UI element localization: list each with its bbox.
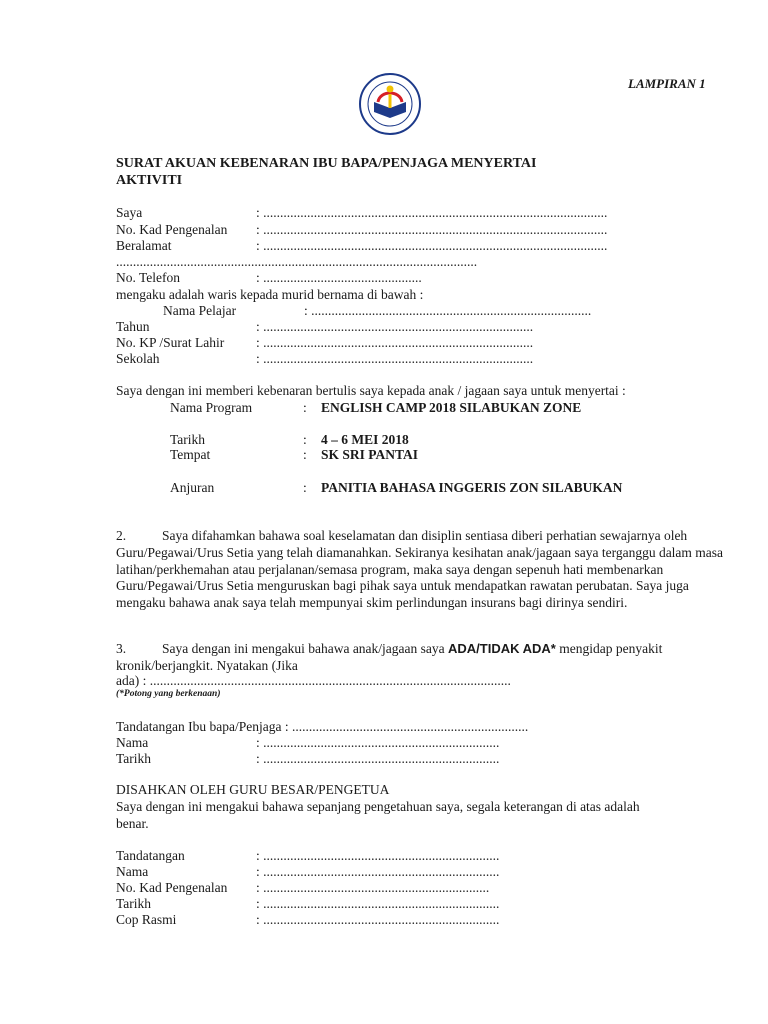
clause-2-text: Saya difahamkan bahawa soal keselamatan dan disiplin sentiasa diberi perhatian sewajarnya oleh Guru/Pegawai/Urus Setia yang telah diamanahkan. Sekiranya kesihatan anak/jagaan saya terganggu dalam masa latihan/perkhemahan atau perjalanan/semasa program, maka saya dengan sepenuh hati membenarkan Guru/Pegawai/Urus Setia menguruskan bagi pihak saya untuk mendapatkan rawatan perubatan. Saya juga mengaku bahawa anak saya telah mempunyai skim perlindungan insurans bagi dirinya sendiri.: [116, 528, 724, 611]
field-telefon: : ...............................................: [256, 270, 422, 285]
title-line-2: AKTIVITI: [116, 173, 183, 188]
value-tempat: SK SRI PANTAI: [321, 447, 419, 462]
label-tempat: Tempat: [170, 447, 211, 462]
label-approval-nama: Nama: [116, 864, 149, 879]
document-title: [116, 155, 536, 189]
ministry-logo: [358, 72, 422, 136]
clause-3-ada-line: ada) : ...........................................................................................................: [116, 673, 511, 688]
ada-tidak-ada-option: ADA/TIDAK ADA*: [448, 641, 556, 656]
value-tarikh-program: 4 – 6 MEI 2018: [321, 432, 409, 447]
field-approval-tandatangan: : ......................................................................: [256, 848, 500, 863]
label-anjuran: Anjuran: [170, 480, 215, 495]
label-telefon: No. Telefon: [116, 270, 181, 285]
parent-signature-line: Tandatangan Ibu bapa/Penjaga : ......................................................................: [116, 719, 529, 734]
field-saya: : ......................................................................................................: [256, 205, 608, 220]
label-tarikh-program: Tarikh: [170, 432, 206, 447]
permission-intro: Saya dengan ini memberi kebenaran bertulis saya kepada anak / jagaan saya untuk menyertai :: [116, 383, 626, 398]
strike-out-note: (*Potong yang berkenaan): [116, 689, 221, 699]
label-approval-ic: No. Kad Pengenalan: [116, 880, 228, 895]
label-approval-tarikh: Tarikh: [116, 896, 152, 911]
label-no-kp: No. KP /Surat Lahir: [116, 335, 225, 350]
clause-2: [116, 528, 736, 612]
value-program: ENGLISH CAMP 2018 SILABUKAN ZONE: [321, 400, 582, 415]
label-nama-pelajar: Nama Pelajar: [163, 303, 237, 318]
field-nama-pelajar: : ...................................................................................: [304, 303, 592, 318]
field-tahun: : ................................................................................: [256, 319, 534, 334]
clause-3: [116, 641, 736, 675]
colon-tempat: :: [303, 447, 307, 462]
attachment-label: LAMPIRAN 1: [628, 76, 706, 91]
field-approval-nama: : ......................................................................: [256, 864, 500, 879]
colon-tarikh-program: :: [303, 432, 307, 447]
field-parent-tarikh: : ......................................................................: [256, 751, 500, 766]
field-no-kp: : ................................................................................: [256, 335, 534, 350]
label-alamat: Beralamat: [116, 238, 172, 253]
field-ic: : ......................................................................................................: [256, 222, 608, 237]
label-program: Nama Program: [170, 400, 253, 415]
label-ic: No. Kad Pengenalan: [116, 222, 228, 237]
approval-heading: DISAHKAN OLEH GURU BESAR/PENGETUA: [116, 782, 390, 797]
field-alamat: : ......................................................................................................: [256, 238, 608, 253]
colon-program: :: [303, 400, 307, 415]
label-cop-rasmi: Cop Rasmi: [116, 912, 177, 927]
label-tahun: Tahun: [116, 319, 150, 334]
label-parent-tarikh: Tarikh: [116, 751, 152, 766]
title-line-1: SURAT AKUAN KEBENARAN IBU BAPA/PENJAGA MENYERTAI: [116, 156, 537, 171]
clause-2-number: 2.: [116, 528, 127, 543]
label-approval-tandatangan: Tandatangan: [116, 848, 185, 863]
label-parent-nama: Nama: [116, 735, 149, 750]
clause-3-number: 3.: [116, 641, 127, 656]
field-parent-nama: : ......................................................................: [256, 735, 500, 750]
approval-statement-line-2: benar.: [116, 816, 149, 831]
heir-statement: mengaku adalah waris kepada murid bernama di bawah :: [116, 287, 424, 302]
label-sekolah: Sekolah: [116, 351, 160, 366]
field-approval-ic: : ...................................................................: [256, 880, 490, 895]
field-cop-rasmi: : ......................................................................: [256, 912, 500, 927]
field-alamat-continued: ...........................................................................................................: [116, 254, 478, 269]
colon-anjuran: :: [303, 480, 307, 495]
field-approval-tarikh: : ......................................................................: [256, 896, 500, 911]
clause-3-text-before: Saya dengan ini mengakui bahawa anak/jagaan saya: [162, 641, 445, 656]
value-anjuran: PANITIA BAHASA INGGERIS ZON SILABUKAN: [321, 480, 623, 495]
label-saya: Saya: [116, 205, 143, 220]
clause-3-text-after: mengidap penyakit kronik/berjangkit. Nyatakan (Jika: [116, 641, 663, 673]
field-sekolah: : ................................................................................: [256, 351, 534, 366]
approval-statement-line-1: Saya dengan ini mengakui bahawa sepanjang pengetahuan saya, segala keterangan di atas adalah: [116, 799, 640, 814]
